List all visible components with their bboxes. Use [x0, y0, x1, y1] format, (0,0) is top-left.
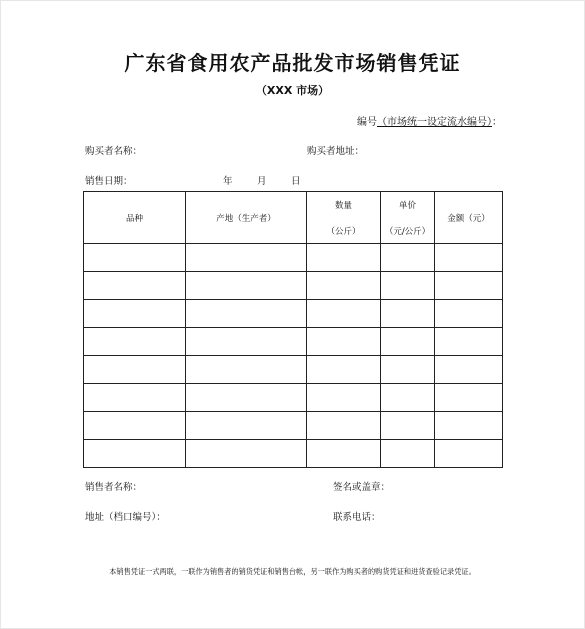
table-cell — [84, 384, 186, 412]
table-cell — [381, 272, 435, 300]
header-variety: 品种 — [84, 192, 186, 244]
table-row — [84, 272, 503, 300]
table-row — [84, 440, 503, 468]
table-row — [84, 300, 503, 328]
table-cell — [307, 412, 381, 440]
serial-number-line — [357, 113, 502, 128]
market-subtitle: （XXX 市场） — [255, 84, 330, 97]
table-cell — [84, 272, 186, 300]
table-cell — [435, 412, 503, 440]
signature-label: 签名或盖章： — [333, 482, 391, 493]
table-cell — [435, 272, 503, 300]
goods-table — [83, 191, 503, 468]
header-unit-price: 单价 （元/公斤） — [381, 192, 435, 244]
table-row — [84, 356, 503, 384]
footnote: 本销售凭证一式两联，一联作为销售者的销货凭证和销售台帐，另一联作为购买者的购货凭证和进货查验记录凭证。 — [109, 567, 476, 576]
table-cell — [84, 412, 186, 440]
table-cell — [186, 356, 307, 384]
serial-number-value: （市场统一设定流水编号） — [377, 117, 492, 128]
date-month-label: 月 — [257, 176, 267, 187]
table-cell — [186, 328, 307, 356]
table-cell — [381, 356, 435, 384]
table-row — [84, 384, 503, 412]
date-day-label: 日 — [291, 176, 301, 187]
sale-date-label: 销售日期： — [85, 176, 133, 187]
table-header-row — [84, 192, 503, 244]
table-cell — [307, 356, 381, 384]
table-cell — [381, 328, 435, 356]
stall-address-label: 地址（档口编号）： — [85, 512, 166, 523]
table-cell — [307, 300, 381, 328]
table-cell — [381, 244, 435, 272]
table-cell — [435, 384, 503, 412]
table-row — [84, 328, 503, 356]
date-year-label: 年 — [223, 176, 233, 187]
table-cell — [84, 328, 186, 356]
table-cell — [84, 300, 186, 328]
table-cell — [307, 384, 381, 412]
table-cell — [186, 412, 307, 440]
header-origin: 产地（生产者） — [186, 192, 307, 244]
table-cell — [186, 244, 307, 272]
table-cell — [84, 244, 186, 272]
table-cell — [435, 244, 503, 272]
seller-name-label: 销售者名称： — [85, 482, 143, 493]
table-cell — [381, 300, 435, 328]
table-row — [84, 412, 503, 440]
sale-date-parts — [223, 173, 301, 187]
form-title: 广东省食用农产品批发市场销售凭证 — [124, 51, 461, 75]
table-cell — [84, 440, 186, 468]
buyer-address-label: 购买者地址： — [307, 146, 365, 157]
table-cell — [307, 244, 381, 272]
table-row — [84, 244, 503, 272]
table-cell — [307, 328, 381, 356]
header-quantity: 数量 （公斤） — [307, 192, 381, 244]
table-cell — [381, 412, 435, 440]
buyer-name-label: 购买者名称： — [85, 146, 143, 157]
table-cell — [435, 328, 503, 356]
serial-prefix: 编号 — [357, 117, 377, 128]
table-cell — [435, 440, 503, 468]
table-cell — [435, 356, 503, 384]
header-amount: 金额（元） — [435, 192, 503, 244]
table-cell — [186, 300, 307, 328]
table-cell — [381, 384, 435, 412]
table-cell — [186, 384, 307, 412]
table-cell — [84, 356, 186, 384]
table-cell — [307, 440, 381, 468]
phone-label: 联系电话： — [333, 512, 381, 523]
table-cell — [186, 440, 307, 468]
table-cell — [381, 440, 435, 468]
serial-suffix: ： — [492, 117, 502, 128]
table-cell — [307, 272, 381, 300]
table-cell — [435, 300, 503, 328]
table-cell — [186, 272, 307, 300]
